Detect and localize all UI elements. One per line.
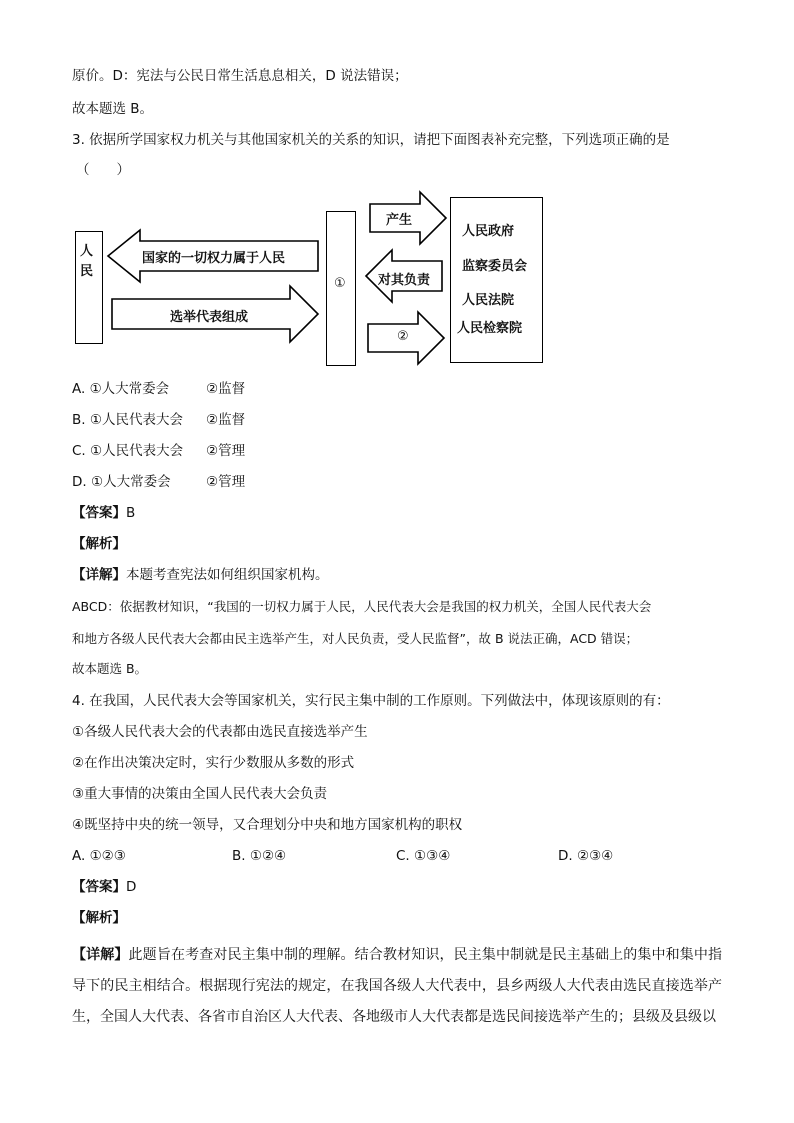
gov-item: 人民法院 [462, 293, 515, 308]
q4-item: ②在作出决策决定时，实行少数服从多数的形式 [72, 755, 355, 771]
people-label: 人民 [80, 244, 94, 279]
option-c: C. ①③④ [396, 848, 451, 864]
answer-line [72, 504, 135, 522]
detail-abcd-2: 和地方各级人民代表大会都由民主选举产生，对人民负责，受人民监督”，故 B 说法正确，ACD 错误； [72, 631, 639, 646]
answer-value: D [126, 879, 137, 895]
detail-paragraph [72, 940, 722, 1033]
gov-item: 监察委员会 [462, 259, 528, 274]
arrow-responsible-label: 对其负责 [378, 273, 431, 288]
option-c [72, 442, 245, 460]
arrow-elect-label: 选举代表组成 [170, 310, 249, 325]
arrow-blank-label: ② [397, 329, 409, 344]
gov-item: 人民检察院 [457, 321, 523, 336]
gov-item: 人民政府 [462, 224, 515, 239]
detail-tag: 【详解】 [72, 567, 126, 583]
detail-line [72, 566, 329, 584]
detail-abcd: ABCD：依据教材知识，“我国的一切权力属于人民，人民代表大会是我国的权力机关，全国人民代表大会 [72, 599, 652, 614]
detail-text: 此题旨在考查对民主集中制的理解。结合教材知识，民主集中制就是民主基础上的集中和集中指导下的民主相结合。根据现行宪法的规定，在我国各级人大代表中，县乡两级人大代表由选民直接选举产生，全国人大代表、各省市自治区人大代表、各地级市人大代表都是选民间接选举产生的；县级及县级以 [72, 947, 723, 1025]
detail-tag: 【详解】 [72, 947, 129, 963]
option-text: C. ①人民代表大会 [72, 443, 184, 459]
arrow-produce-label: 产生 [386, 213, 413, 228]
answer-value: B [126, 505, 136, 521]
analysis-tag: 【解析】 [72, 910, 126, 926]
option-text: A. ①人大常委会 [72, 381, 170, 397]
option-d: D. ②③④ [558, 848, 614, 864]
answer-line [72, 878, 136, 896]
option-text: ②管理 [206, 443, 246, 459]
option-d [72, 473, 245, 491]
q4-item: ③重大事情的决策由全国人民代表大会负责 [72, 786, 328, 802]
option-text: D. ①人大常委会 [72, 474, 171, 490]
option-b [72, 411, 245, 429]
question-3: 3. 依据所学国家权力机关与其他国家机关的关系的知识，请把下面图表补充完整，下列选项正确的是 [72, 132, 670, 148]
answer-tag: 【答案】 [72, 879, 126, 895]
option-text: B. ①人民代表大会 [72, 412, 183, 428]
q4-item: ①各级人民代表大会的代表都由选民直接选举产生 [72, 724, 368, 740]
option-text: ②管理 [206, 474, 246, 490]
text-line: 故本题选 B。 [72, 101, 154, 117]
q4-options [72, 847, 613, 865]
arrow-power-label: 国家的一切权力属于人民 [142, 251, 286, 266]
conclusion-line: 故本题选 B。 [72, 661, 148, 676]
question-4: 4. 在我国，人民代表大会等国家机关，实行民主集中制的工作原则。下列做法中，体现该原则的有： [72, 693, 670, 709]
option-text: ②监督 [206, 381, 246, 397]
option-a [72, 380, 245, 398]
answer-tag: 【答案】 [72, 505, 126, 521]
analysis-tag: 【解析】 [72, 536, 126, 552]
power-relation-diagram [74, 190, 554, 370]
detail-text: 本题考查宪法如何组织国家机构。 [126, 567, 329, 583]
option-b: B. ①②④ [232, 848, 287, 864]
q4-item: ④既坚持中央的统一领导，又合理划分中央和地方国家机构的职权 [72, 817, 463, 833]
option-text: ②监督 [206, 412, 246, 428]
blank-1-label: ① [334, 276, 346, 291]
question-3-paren: （ ） [76, 162, 130, 178]
option-a: A. ①②③ [72, 848, 126, 864]
text-line: 原价。D：宪法与公民日常生活息息相关，D 说法错误； [72, 68, 408, 84]
